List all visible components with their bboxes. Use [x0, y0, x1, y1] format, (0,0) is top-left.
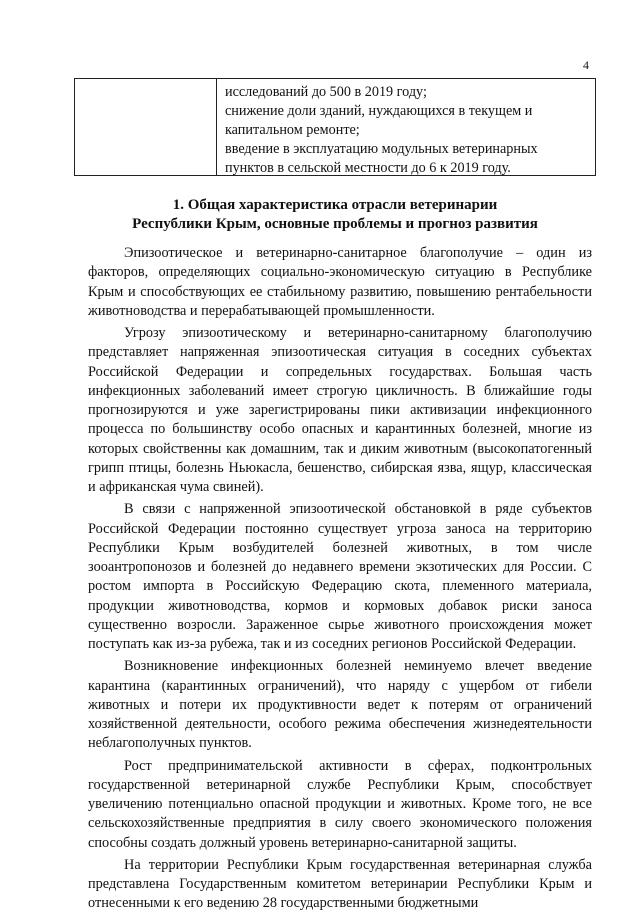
- table-line: снижение доли зданий, нуждающихся в текущем и: [225, 103, 533, 119]
- table-left-cell: [75, 79, 217, 175]
- table-right-cell: [217, 79, 595, 175]
- table-line: пунктов в сельской местности до 6 к 2019 году.: [225, 160, 511, 176]
- table-line: исследований до 500 в 2019 году;: [225, 84, 427, 100]
- paragraph: Эпизоотическое и ветеринарно-санитарное благополучие – один из факторов, определяющих социально-экономическую ситуацию в Республике Крым и способствующих ее стабильному развитию, повышению рентабельности животноводства и перерабатывающей промышленности.: [88, 245, 592, 319]
- body-text: [88, 244, 592, 917]
- paragraph: В связи с напряженной эпизоотической обстановкой в ряде субъектов Российской Федерации постоянно существует угроза заноса на территорию Республики Крым возбудителей болезней животных, в том числе зооантропонозов и болезней до недавнего времени экзотических для России. С ростом импорта в Российскую Федерацию скота, племенного материала, продукции животноводства, кормов и кормовых добавок риски заноса существенно возросли. Зараженное сырье животного происхождения может поступать как из-за рубежа, так и из соседних регионов Российской Федерации.: [88, 501, 592, 652]
- paragraph: Возникновение инфекционных болезней неминуемо влечет введение карантина (карантинных ограничений), что наряду с ущербом от гибели животных и потери их продуктивности ведет к потерям от ограничений хозяйственной деятельности, особого режима обеспечения жизнедеятельности неблагополучных пунктов.: [88, 658, 592, 752]
- table-line: капитальном ремонте;: [225, 122, 360, 138]
- table-line: введение в эксплуатацию модульных ветеринарных: [225, 141, 538, 157]
- page-number: 4: [583, 58, 589, 72]
- paragraph: На территории Республики Крым государственная ветеринарная служба представлена Государственным комитетом ветеринарии Республики Крым и отнесенными к его ведению 28 государственными бюджетными: [88, 856, 592, 912]
- section-heading-line1: 1. Общая характеристика отрасли ветеринарии: [172, 197, 498, 213]
- paragraph: Угрозу эпизоотическому и ветеринарно-санитарному благополучию представляет напряженная эпизоотическая ситуация в соседних субъектах Российской Федерации и сопредельных государствах. Большая часть инфекционных заболеваний имеет строгую цикличность. В ближайшие годы прогнозируются и уже зарегистрированы пики активизации инфекционного процесса по большинству особо опасных и карантинных болезней, многие из которых свойственны как домашним, так и диким животным (высокопатогенный грипп птицы, болезнь Ньюкасла, бешенство, сибирская язва, ящур, классическая и африканская чума свиней).: [88, 325, 592, 495]
- paragraph: Рост предпринимательской активности в сферах, подконтрольных государственной ветеринарной службе Республики Крым, способствует увеличению потенциально опасной продукции и животных. Кроме того, не все сельскохозяйственные предприятия в силу своего экономического положения способны создать должный уровень ветеринарно-санитарной защиты.: [88, 757, 592, 851]
- section-heading-line2: Республики Крым, основные проблемы и прогноз развития: [132, 216, 538, 232]
- section-heading: [74, 196, 596, 234]
- continuation-table: [74, 78, 596, 176]
